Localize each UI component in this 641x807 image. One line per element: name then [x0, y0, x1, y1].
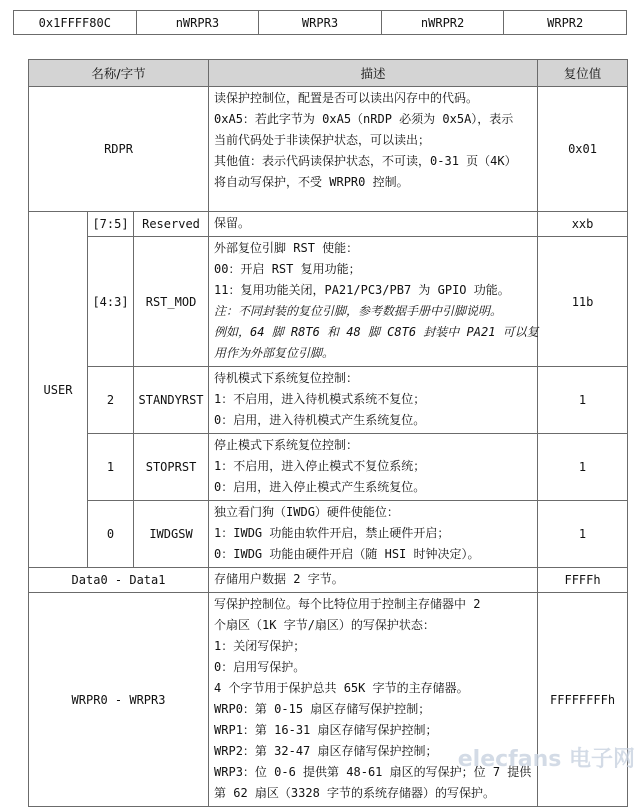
field-description: 独立看门狗（IWDG）硬件使能位： 1：IWDG 功能由软件开启，禁止硬件开启； 0：IWDG 功能由硬件开启（随 HSI 时钟决定）。	[209, 501, 538, 568]
table-row	[29, 367, 628, 434]
wrpr2-cell: WRPR2	[504, 11, 627, 35]
table-row	[29, 237, 628, 367]
field-reset: xxb	[538, 212, 628, 237]
option-byte-table	[28, 59, 628, 807]
field-reset: 1	[538, 367, 628, 434]
field-description: 外部复位引脚 RST 使能： 00：开启 RST 复用功能； 11：复用功能关闭，PA21/PC3/PB7 为 GPIO 功能。 注：不同封装的复位引脚，参考数据手册中引脚说明。 例如，64 脚 R8T6 和 48 脚 C8T6 封装中 PA21 可以复 用作为外部复位引脚。	[209, 237, 538, 367]
field-name: Reserved	[134, 212, 209, 237]
header-description: 描述	[209, 60, 538, 87]
wrpr-name: WRPR0 - WRPR3	[29, 593, 209, 807]
table-row	[29, 593, 628, 807]
bit-range: 2	[88, 367, 134, 434]
bit-range: [4:3]	[88, 237, 134, 367]
field-description: 停止模式下系统复位控制： 1：不启用，进入停止模式不复位系统； 0：启用，进入停止模式产生系统复位。	[209, 434, 538, 501]
data-description: 存储用户数据 2 字节。	[209, 568, 538, 593]
field-reset: 11b	[538, 237, 628, 367]
table-row	[29, 87, 628, 212]
data-reset: FFFFh	[538, 568, 628, 593]
nwrpr3-cell: nWRPR3	[136, 11, 259, 35]
bit-range: 0	[88, 501, 134, 568]
field-reset: 1	[538, 501, 628, 568]
field-description: 保留。	[209, 212, 538, 237]
data-name: Data0 - Data1	[29, 568, 209, 593]
wrpr-reset: FFFFFFFFh	[538, 593, 628, 807]
bit-range: [7:5]	[88, 212, 134, 237]
table-row	[29, 212, 628, 237]
bit-range: 1	[88, 434, 134, 501]
field-reset: 1	[538, 434, 628, 501]
address-cell: 0x1FFFF80C	[14, 11, 137, 35]
field-name: RST_MOD	[134, 237, 209, 367]
register-address-row	[13, 10, 627, 35]
header-reset-value: 复位值	[538, 60, 628, 87]
rdpr-reset: 0x01	[538, 87, 628, 212]
table-header-row	[29, 60, 628, 87]
user-name: USER	[29, 212, 88, 568]
field-name: STOPRST	[134, 434, 209, 501]
table-row	[29, 568, 628, 593]
wrpr3-cell: WRPR3	[259, 11, 382, 35]
wrpr-description: 写保护控制位。每个比特位用于控制主存储器中 2 个扇区（1K 字节/扇区）的写保护状态： 1：关闭写保护； 0：启用写保护。 4 个字节用于保护总共 65K 字节的主存储器。 WRP0：第 0-15 扇区存储写保护控制； WRP1：第 16-31 扇区存储写保护控制； WRP2：第 32-47 扇区存储写保护控制； WRP3：位 0-6 提供第 48-61 扇区的写保护；位 7 提供 第 62 扇区（3328 字节的系统存储器）的写保护。	[209, 593, 538, 807]
field-name: STANDYRST	[134, 367, 209, 434]
rdpr-name: RDPR	[29, 87, 209, 212]
field-description: 待机模式下系统复位控制： 1：不启用，进入待机模式系统不复位； 0：启用，进入待机模式产生系统复位。	[209, 367, 538, 434]
table-row	[29, 501, 628, 568]
nwrpr2-cell: nWRPR2	[381, 11, 504, 35]
table-row	[29, 434, 628, 501]
rdpr-description: 读保护控制位，配置是否可以读出闪存中的代码。 0xA5：若此字节为 0xA5（nRDP 必须为 0x5A），表示 当前代码处于非读保护状态，可以读出； 其他值：表示代码读保护状态，不可读，0-31 页（4K） 将自动写保护，不受 WRPR0 控制。	[209, 87, 538, 212]
header-name: 名称/字节	[29, 60, 209, 87]
watermark-logo: elecfans 电子网	[457, 747, 635, 772]
field-name: IWDGSW	[134, 501, 209, 568]
